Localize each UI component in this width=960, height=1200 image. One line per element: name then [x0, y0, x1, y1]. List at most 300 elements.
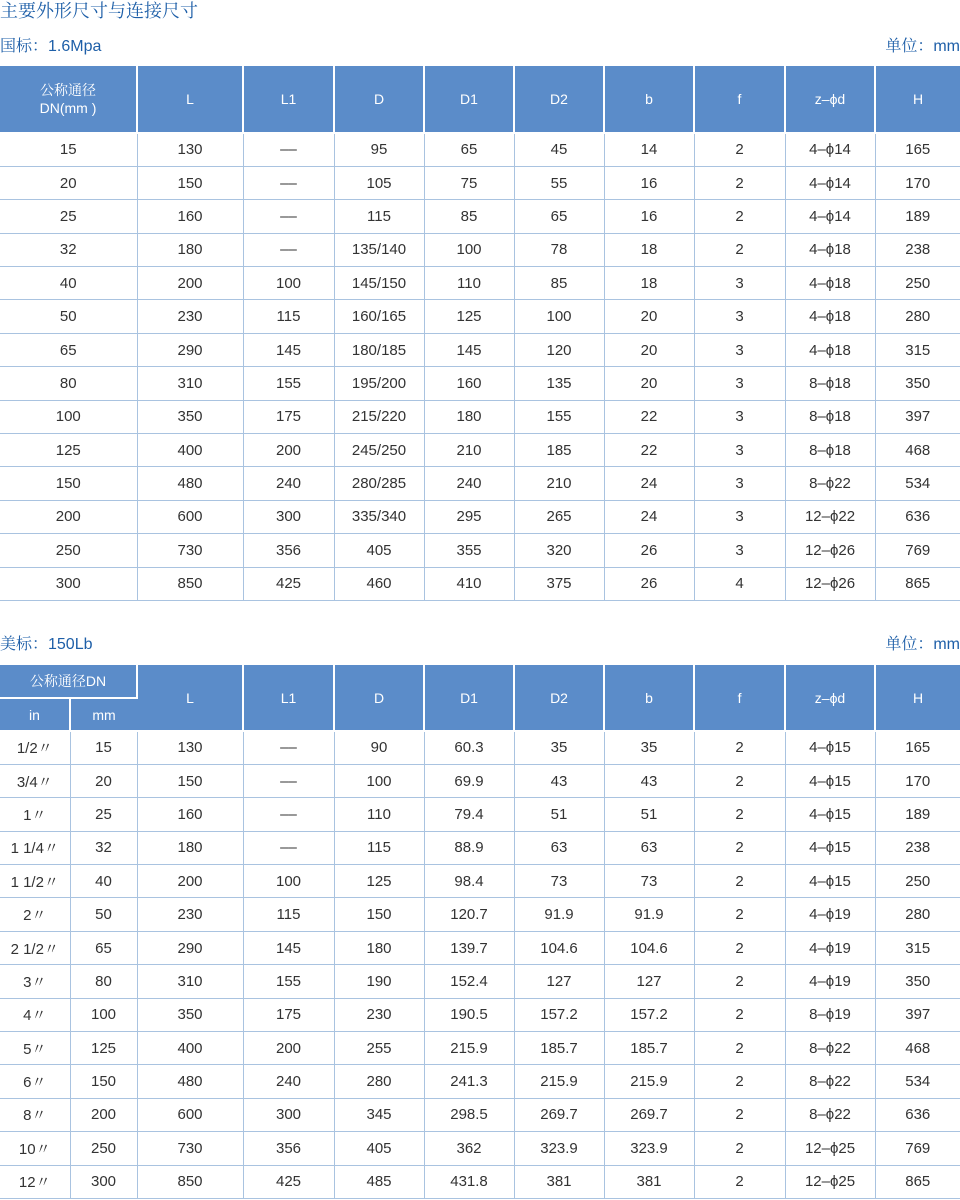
column-header: z–ϕd: [785, 66, 875, 133]
table-cell: 4–ϕ18: [785, 333, 875, 366]
column-header: D: [334, 66, 424, 133]
column-header: L: [137, 665, 243, 731]
table-cell: 155: [514, 400, 604, 433]
table-cell: ––: [243, 233, 334, 266]
table-cell: 4〃: [0, 998, 70, 1031]
table-cell: 241.3: [424, 1065, 514, 1098]
table-cell: 335/340: [334, 500, 424, 533]
table-cell: 600: [137, 500, 243, 533]
table-row: [0, 1132, 960, 1165]
table-cell: 91.9: [604, 898, 694, 931]
table-cell: 98.4: [424, 865, 514, 898]
section2-subhead: [0, 632, 960, 658]
table-cell: 73: [604, 865, 694, 898]
gb-dimension-table: [0, 66, 960, 601]
table-cell: 150: [137, 764, 243, 797]
table-cell: 75: [424, 166, 514, 199]
table-cell: 2: [694, 200, 785, 233]
table-row: [0, 367, 960, 400]
table-cell: 381: [604, 1165, 694, 1198]
table-cell: 310: [137, 367, 243, 400]
table-cell: 300: [243, 500, 334, 533]
table-cell: 8–ϕ22: [785, 467, 875, 500]
column-header: L1: [243, 665, 334, 731]
table-cell: 115: [243, 898, 334, 931]
table-cell: 85: [514, 267, 604, 300]
table-cell: 100: [243, 267, 334, 300]
table-cell: 3: [694, 467, 785, 500]
table-cell: 18: [604, 233, 694, 266]
table-cell: 35: [604, 731, 694, 764]
table-cell: 160: [137, 798, 243, 831]
table-cell: 85: [424, 200, 514, 233]
table-cell: 298.5: [424, 1098, 514, 1131]
table-row: [0, 400, 960, 433]
column-header-group: 公称通径DN: [0, 665, 137, 698]
table-cell: ––: [243, 798, 334, 831]
table-cell: 18: [604, 267, 694, 300]
table-cell: 88.9: [424, 831, 514, 864]
table-cell: 150: [70, 1065, 137, 1098]
table-cell: 80: [0, 367, 137, 400]
table-cell: 425: [243, 567, 334, 600]
table-cell: 2: [694, 166, 785, 199]
table-cell: 269.7: [604, 1098, 694, 1131]
table-cell: 636: [875, 500, 960, 533]
table-cell: 55: [514, 166, 604, 199]
table-cell: 145: [243, 931, 334, 964]
table-cell: 8–ϕ18: [785, 400, 875, 433]
column-header: z–ϕd: [785, 665, 875, 731]
table-cell: 240: [243, 1065, 334, 1098]
column-header: f: [694, 66, 785, 133]
table-cell: 300: [70, 1165, 137, 1198]
table-cell: 350: [137, 998, 243, 1031]
column-header: H: [875, 665, 960, 731]
table-cell: 104.6: [604, 931, 694, 964]
table-cell: 3: [694, 300, 785, 333]
table-cell: 60.3: [424, 731, 514, 764]
table-cell: 155: [243, 965, 334, 998]
table-row: [0, 300, 960, 333]
table-cell: 290: [137, 333, 243, 366]
column-header: L: [137, 66, 243, 133]
table-cell: ––: [243, 764, 334, 797]
table-cell: 73: [514, 865, 604, 898]
table-row: [0, 200, 960, 233]
table-cell: 12–ϕ22: [785, 500, 875, 533]
table-cell: 50: [0, 300, 137, 333]
table-cell: 139.7: [424, 931, 514, 964]
table-cell: 2: [694, 133, 785, 166]
table-cell: 769: [875, 1132, 960, 1165]
table-cell: 280: [334, 1065, 424, 1098]
table-cell: 175: [243, 400, 334, 433]
table-cell: 160/165: [334, 300, 424, 333]
table-cell: 105: [334, 166, 424, 199]
table-cell: 230: [334, 998, 424, 1031]
table-cell: 238: [875, 831, 960, 864]
table-cell: 356: [243, 534, 334, 567]
table-cell: 12–ϕ25: [785, 1165, 875, 1198]
table-cell: 26: [604, 534, 694, 567]
table-cell: 16: [604, 166, 694, 199]
table-cell: 4–ϕ18: [785, 233, 875, 266]
table-cell: 185.7: [514, 1032, 604, 1065]
table-cell: 400: [137, 1032, 243, 1065]
table-cell: 35: [514, 731, 604, 764]
table-row: [0, 567, 960, 600]
table-cell: 4: [694, 567, 785, 600]
table-cell: 280: [875, 898, 960, 931]
table-cell: 4–ϕ14: [785, 166, 875, 199]
table-cell: 4–ϕ14: [785, 200, 875, 233]
table-cell: 4–ϕ19: [785, 965, 875, 998]
table-cell: 2: [694, 1098, 785, 1131]
table-cell: 100: [0, 400, 137, 433]
table-row: [0, 267, 960, 300]
table-cell: 323.9: [514, 1132, 604, 1165]
table-cell: 4–ϕ19: [785, 931, 875, 964]
table-cell: 100: [424, 233, 514, 266]
table-cell: 25: [70, 798, 137, 831]
column-header: b: [604, 665, 694, 731]
table-cell: 280: [875, 300, 960, 333]
table-cell: 238: [875, 233, 960, 266]
table-cell: 300: [243, 1098, 334, 1131]
table-cell: 32: [0, 233, 137, 266]
table-cell: 20: [70, 764, 137, 797]
table-cell: 190: [334, 965, 424, 998]
table-cell: 189: [875, 798, 960, 831]
table-cell: 2: [694, 831, 785, 864]
table-cell: 150: [0, 467, 137, 500]
table-row: [0, 1032, 960, 1065]
table-cell: 290: [137, 931, 243, 964]
table-cell: 3: [694, 500, 785, 533]
table-cell: 4–ϕ14: [785, 133, 875, 166]
table-cell: 110: [424, 267, 514, 300]
table-cell: 165: [875, 731, 960, 764]
table-cell: 230: [137, 898, 243, 931]
table-cell: 315: [875, 931, 960, 964]
table-cell: 125: [334, 865, 424, 898]
table-cell: ––: [243, 831, 334, 864]
table-cell: 4–ϕ15: [785, 798, 875, 831]
column-header: D: [334, 665, 424, 731]
table-cell: 4–ϕ15: [785, 731, 875, 764]
table-cell: 63: [604, 831, 694, 864]
table-cell: 40: [70, 865, 137, 898]
table-cell: 65: [514, 200, 604, 233]
table-cell: 16: [604, 200, 694, 233]
table-cell: 22: [604, 400, 694, 433]
table-cell: 165: [875, 133, 960, 166]
table-cell: 40: [0, 267, 137, 300]
table-row: [0, 434, 960, 467]
table-cell: 2: [694, 1065, 785, 1098]
table-cell: 145: [243, 333, 334, 366]
ansi-table-body: [0, 731, 960, 1198]
table-cell: 345: [334, 1098, 424, 1131]
column-header: D2: [514, 665, 604, 731]
table-cell: 157.2: [514, 998, 604, 1031]
table-cell: 180: [137, 233, 243, 266]
table-cell: 250: [0, 534, 137, 567]
table-cell: 14: [604, 133, 694, 166]
table-cell: 310: [137, 965, 243, 998]
table-cell: 63: [514, 831, 604, 864]
table-cell: 400: [137, 434, 243, 467]
table-cell: 51: [514, 798, 604, 831]
column-header: b: [604, 66, 694, 133]
table-cell: 25: [0, 200, 137, 233]
table-cell: 215.9: [514, 1065, 604, 1098]
table-cell: 69.9: [424, 764, 514, 797]
table-cell: 2〃: [0, 898, 70, 931]
column-subheader: mm: [70, 698, 137, 731]
page-title: 主要外形尺寸与连接尺寸: [0, 1, 198, 21]
table-cell: 152.4: [424, 965, 514, 998]
table-row: [0, 965, 960, 998]
table-cell: 405: [334, 1132, 424, 1165]
table-cell: 100: [70, 998, 137, 1031]
table-cell: 5〃: [0, 1032, 70, 1065]
table-row: [0, 1098, 960, 1131]
table-cell: 480: [137, 1065, 243, 1098]
column-header: 公称通径 DN(mm ): [0, 66, 137, 133]
table-cell: 91.9: [514, 898, 604, 931]
table-cell: 125: [70, 1032, 137, 1065]
table-cell: 135/140: [334, 233, 424, 266]
table-cell: 350: [875, 965, 960, 998]
table-cell: 636: [875, 1098, 960, 1131]
table-cell: 2: [694, 1165, 785, 1198]
table-cell: 8〃: [0, 1098, 70, 1131]
section1-unit: 单位：mm: [885, 38, 960, 55]
table-cell: 115: [243, 300, 334, 333]
table-cell: 180: [334, 931, 424, 964]
table-cell: 600: [137, 1098, 243, 1131]
table-cell: 175: [243, 998, 334, 1031]
table-cell: 375: [514, 567, 604, 600]
table-cell: 210: [514, 467, 604, 500]
table-cell: 104.6: [514, 931, 604, 964]
table-cell: 850: [137, 1165, 243, 1198]
table-row: [0, 233, 960, 266]
table-row: [0, 898, 960, 931]
table-cell: 250: [875, 267, 960, 300]
table-cell: 32: [70, 831, 137, 864]
table-cell: 850: [137, 567, 243, 600]
table-cell: 1 1/4〃: [0, 831, 70, 864]
table-cell: 730: [137, 534, 243, 567]
table-cell: 381: [514, 1165, 604, 1198]
gb-table-header: [0, 66, 960, 133]
table-cell: 534: [875, 467, 960, 500]
table-cell: 480: [137, 467, 243, 500]
table-cell: 468: [875, 434, 960, 467]
table-cell: 200: [0, 500, 137, 533]
table-cell: 362: [424, 1132, 514, 1165]
table-cell: 4–ϕ15: [785, 831, 875, 864]
column-subheader: in: [0, 698, 70, 731]
table-cell: 230: [137, 300, 243, 333]
table-cell: 4–ϕ15: [785, 764, 875, 797]
table-cell: 300: [0, 567, 137, 600]
table-cell: 135: [514, 367, 604, 400]
table-cell: 405: [334, 534, 424, 567]
table-cell: 240: [243, 467, 334, 500]
table-cell: 20: [0, 166, 137, 199]
table-cell: 3: [694, 267, 785, 300]
table-cell: 2: [694, 1132, 785, 1165]
table-cell: 3: [694, 333, 785, 366]
table-cell: 125: [424, 300, 514, 333]
table-cell: 157.2: [604, 998, 694, 1031]
table-cell: 2: [694, 1032, 785, 1065]
table-cell: 215.9: [604, 1065, 694, 1098]
table-cell: 210: [424, 434, 514, 467]
table-cell: 8–ϕ19: [785, 998, 875, 1031]
table-row: [0, 133, 960, 166]
table-row: [0, 467, 960, 500]
table-cell: 323.9: [604, 1132, 694, 1165]
table-cell: 180: [137, 831, 243, 864]
table-cell: 22: [604, 434, 694, 467]
table-cell: 200: [243, 1032, 334, 1065]
table-cell: 8–ϕ22: [785, 1098, 875, 1131]
table-cell: 100: [243, 865, 334, 898]
table-cell: 3〃: [0, 965, 70, 998]
table-cell: 65: [424, 133, 514, 166]
table-row: [0, 1065, 960, 1098]
table-cell: ––: [243, 166, 334, 199]
table-cell: 195/200: [334, 367, 424, 400]
table-cell: 24: [604, 500, 694, 533]
table-cell: 3: [694, 434, 785, 467]
section2-standard: 美标：150Lb: [0, 636, 93, 653]
table-cell: 280/285: [334, 467, 424, 500]
table-cell: 255: [334, 1032, 424, 1065]
table-cell: 468: [875, 1032, 960, 1065]
table-cell: 485: [334, 1165, 424, 1198]
table-cell: 3: [694, 367, 785, 400]
table-cell: 265: [514, 500, 604, 533]
table-cell: 200: [70, 1098, 137, 1131]
table-cell: 115: [334, 831, 424, 864]
table-cell: 65: [0, 333, 137, 366]
table-cell: 43: [604, 764, 694, 797]
table-cell: 460: [334, 567, 424, 600]
table-cell: 51: [604, 798, 694, 831]
table-cell: 8–ϕ22: [785, 1065, 875, 1098]
table-cell: 350: [137, 400, 243, 433]
table-cell: 431.8: [424, 1165, 514, 1198]
table-cell: 3: [694, 534, 785, 567]
table-cell: 12〃: [0, 1165, 70, 1198]
table-cell: 215.9: [424, 1032, 514, 1065]
table-cell: 150: [334, 898, 424, 931]
table-cell: 20: [604, 367, 694, 400]
table-cell: 43: [514, 764, 604, 797]
table-cell: 185.7: [604, 1032, 694, 1065]
table-cell: 110: [334, 798, 424, 831]
table-cell: 79.4: [424, 798, 514, 831]
ansi-dimension-table: [0, 665, 960, 1199]
table-cell: 269.7: [514, 1098, 604, 1131]
table-cell: 95: [334, 133, 424, 166]
table-cell: 2 1/2〃: [0, 931, 70, 964]
section2-unit: 单位：mm: [885, 636, 960, 653]
table-row: [0, 931, 960, 964]
table-cell: 26: [604, 567, 694, 600]
column-header: H: [875, 66, 960, 133]
table-cell: 100: [514, 300, 604, 333]
table-cell: 4–ϕ18: [785, 267, 875, 300]
table-cell: 2: [694, 931, 785, 964]
ansi-table-header: [0, 665, 960, 731]
table-cell: 145: [424, 333, 514, 366]
table-cell: 2: [694, 798, 785, 831]
table-cell: 8–ϕ18: [785, 434, 875, 467]
table-cell: 12–ϕ25: [785, 1132, 875, 1165]
table-cell: 315: [875, 333, 960, 366]
table-cell: ––: [243, 133, 334, 166]
table-cell: 8–ϕ22: [785, 1032, 875, 1065]
table-cell: 20: [604, 333, 694, 366]
table-cell: 410: [424, 567, 514, 600]
table-cell: 45: [514, 133, 604, 166]
table-cell: 250: [70, 1132, 137, 1165]
table-cell: 120.7: [424, 898, 514, 931]
table-cell: 730: [137, 1132, 243, 1165]
section1-subhead: [0, 34, 960, 60]
table-cell: 160: [137, 200, 243, 233]
table-cell: 355: [424, 534, 514, 567]
table-cell: 295: [424, 500, 514, 533]
table-cell: 2: [694, 731, 785, 764]
table-cell: 200: [243, 434, 334, 467]
table-cell: 115: [334, 200, 424, 233]
gb-table-body: [0, 133, 960, 600]
column-header: L1: [243, 66, 334, 133]
table-cell: 150: [137, 166, 243, 199]
table-cell: 145/150: [334, 267, 424, 300]
table-cell: ––: [243, 731, 334, 764]
table-cell: 100: [334, 764, 424, 797]
table-cell: 425: [243, 1165, 334, 1198]
table-row: [0, 764, 960, 797]
table-cell: 215/220: [334, 400, 424, 433]
table-cell: 250: [875, 865, 960, 898]
table-cell: 397: [875, 400, 960, 433]
table-cell: 4–ϕ19: [785, 898, 875, 931]
table-cell: 127: [604, 965, 694, 998]
table-cell: 90: [334, 731, 424, 764]
table-row: [0, 998, 960, 1031]
table-cell: 769: [875, 534, 960, 567]
table-cell: 3/4〃: [0, 764, 70, 797]
table-cell: 2: [694, 965, 785, 998]
table-row: [0, 731, 960, 764]
table-cell: 12–ϕ26: [785, 534, 875, 567]
table-cell: 155: [243, 367, 334, 400]
table-cell: 200: [137, 865, 243, 898]
table-cell: 127: [514, 965, 604, 998]
table-cell: 185: [514, 434, 604, 467]
table-cell: 15: [70, 731, 137, 764]
